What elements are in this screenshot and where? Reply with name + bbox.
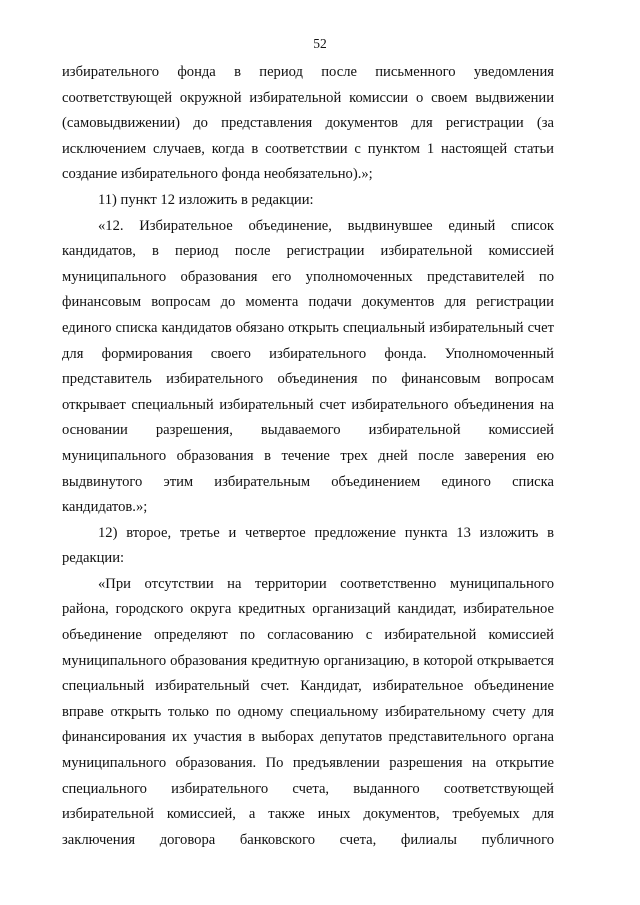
paragraph-clause-13: «При отсутствии на территории соответственно муниципального района, городского округа кредитных организаций кандидат, избирательное объединение определяют по согласованию с избирательной комиссией муниципального образования кредитную организацию, в которой открывается специальный избирательный счет. Кандидат, избирательное объединение вправе открыть только по одному специальному избирательному счету для финансирования их участия в выборах депутатов представительного органа муниципального образования. По предъявлении разрешения на открытие специального избирательного счета, выданного соответствующей избирательной комиссией, а также иных документов, требуемых для заключения договора банковского счета, филиалы публичного	[62, 575, 554, 848]
paragraph-item-12: 12) второе, третье и четвертое предложение пункта 13 изложить в редакции:	[62, 524, 554, 567]
document-body	[62, 60, 554, 853]
paragraph-fund-period: избирательного фонда в период после письменного уведомления соответствующей окружной избирательной комиссии о своем выдвижении (самовыдвижении) до представления документов для регистрации (за исключением случаев, когда в соответствии с пунктом 1 настоящей статьи создание избирательного фонда необязательно).»;	[62, 64, 554, 183]
paragraph-item-11: 11) пункт 12 изложить в редакции:	[98, 191, 314, 208]
paragraph-clause-12: «12. Избирательное объединение, выдвинувшее единый список кандидатов, в период после регистрации избирательной комиссией муниципального образования его уполномоченных представителей по финансовым вопросам до момента подачи документов для регистрации единого списка кандидатов обязано открыть специальный избирательный счет для формирования своего избирательного фонда. Уполномоченный представитель избирательного объединения по финансовым вопросам открывает специальный избирательный счет избирательного объединения на основании разрешения, выдаваемого избирательной комиссией муниципального образования в течение трех дней после заверения ею выдвинутого этим избирательным объединением единого списка кандидатов.»;	[62, 217, 554, 516]
page-number: 52	[313, 36, 327, 51]
